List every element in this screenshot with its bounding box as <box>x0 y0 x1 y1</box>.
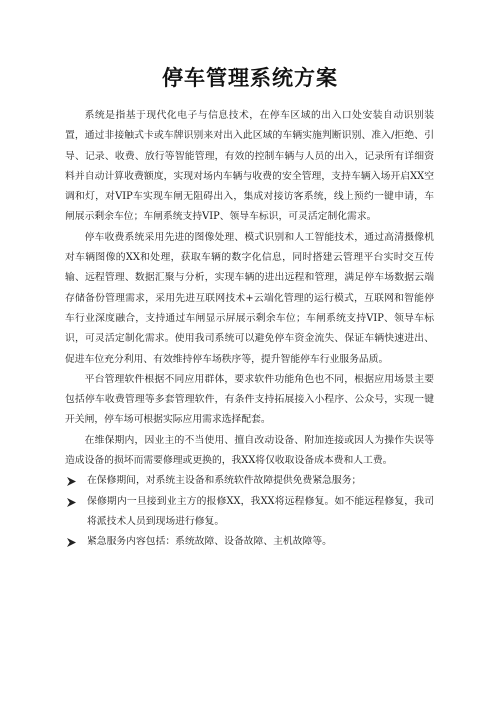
arrowhead-bullet-icon <box>67 498 76 507</box>
arrowhead-bullet-icon <box>67 477 76 486</box>
paragraph-system-overview: 系统是指基于现代化电子与信息技术，在停车区域的出入口处安装自动识别装置，通过非接触式卡或车牌识别来对出入此区域的车辆实施判断识别、准入/拒绝、引导、记录、收费、放行等智能管理，有效的控制车辆与人员的出入，记录所有详细资料并自动计算收费额度，实现对场内车辆与收费的安全管理，支持车辆入场开启XX空调和灯，对VIP车实现车闸无阻碍出入，集成对接访客系统，线上预约一键申请，车闸展示剩余车位；车闸系统支持VIP、领导车标识，可灵活定制化需求。 <box>65 110 434 223</box>
arrowhead-bullet-icon <box>67 538 76 547</box>
document-body <box>65 106 434 553</box>
service-bullet-list <box>65 471 434 552</box>
list-item <box>65 471 434 491</box>
paragraph-maintenance: 在维保期内，因业主的不当使用、擅自改动设备、附加连接或因人为操作失误等造成设备的损坏而需要修理或更换的，我XX将仅收取设备成本费和人工费。 <box>65 434 434 467</box>
bullet-text: 紧急服务内容包括：系统故障、设备故障、主机故障等。 <box>87 536 332 548</box>
list-item <box>65 492 434 533</box>
paragraph-platform-software: 平台管理软件根据不同应用群体，要求软件功能角色也不同，根据应用场景主要包括停车收费管理等多套管理软件，有条件支持拓展接入小程序、公众号，实现一键开关闸，停车场可根据实际应用需求选择配套。 <box>65 373 434 426</box>
paragraph-charging-system: 停车收费系统采用先进的图像处理、模式识别和人工智能技术，通过高清摄像机对车辆图像的XX和处理，获取车辆的数字化信息，同时搭建云管理平台实时交互传输、远程管理、数据汇聚与分析，实现车辆的进出远程和管理，满足停车场数据云端存储备份管理需求，采用先进互联网技术+云端化管理的运行模式，互联网和智能停车行业深度融合，支持通过车闸显示屏展示剩余车位；车闸系统支持VIP、领导车标识，可灵活定制化需求。使用我司系统可以避免停车资金流失、保证车辆快速进出、促进车位充分利用、有效维持停车场秩序等，提升智能停车行业服务品质。 <box>65 231 434 365</box>
list-item <box>65 532 434 552</box>
document-title: 停车管理系统方案 <box>162 66 338 90</box>
bullet-text: 在保修期间，对系统主设备和系统软件故障提供免费紧急服务； <box>87 475 362 487</box>
bullet-text: 保修期内一旦接到业主方的报修XX，我XX将远程修复。如不能远程修复，我司将派技术人员到现场进行修复。 <box>87 495 434 527</box>
